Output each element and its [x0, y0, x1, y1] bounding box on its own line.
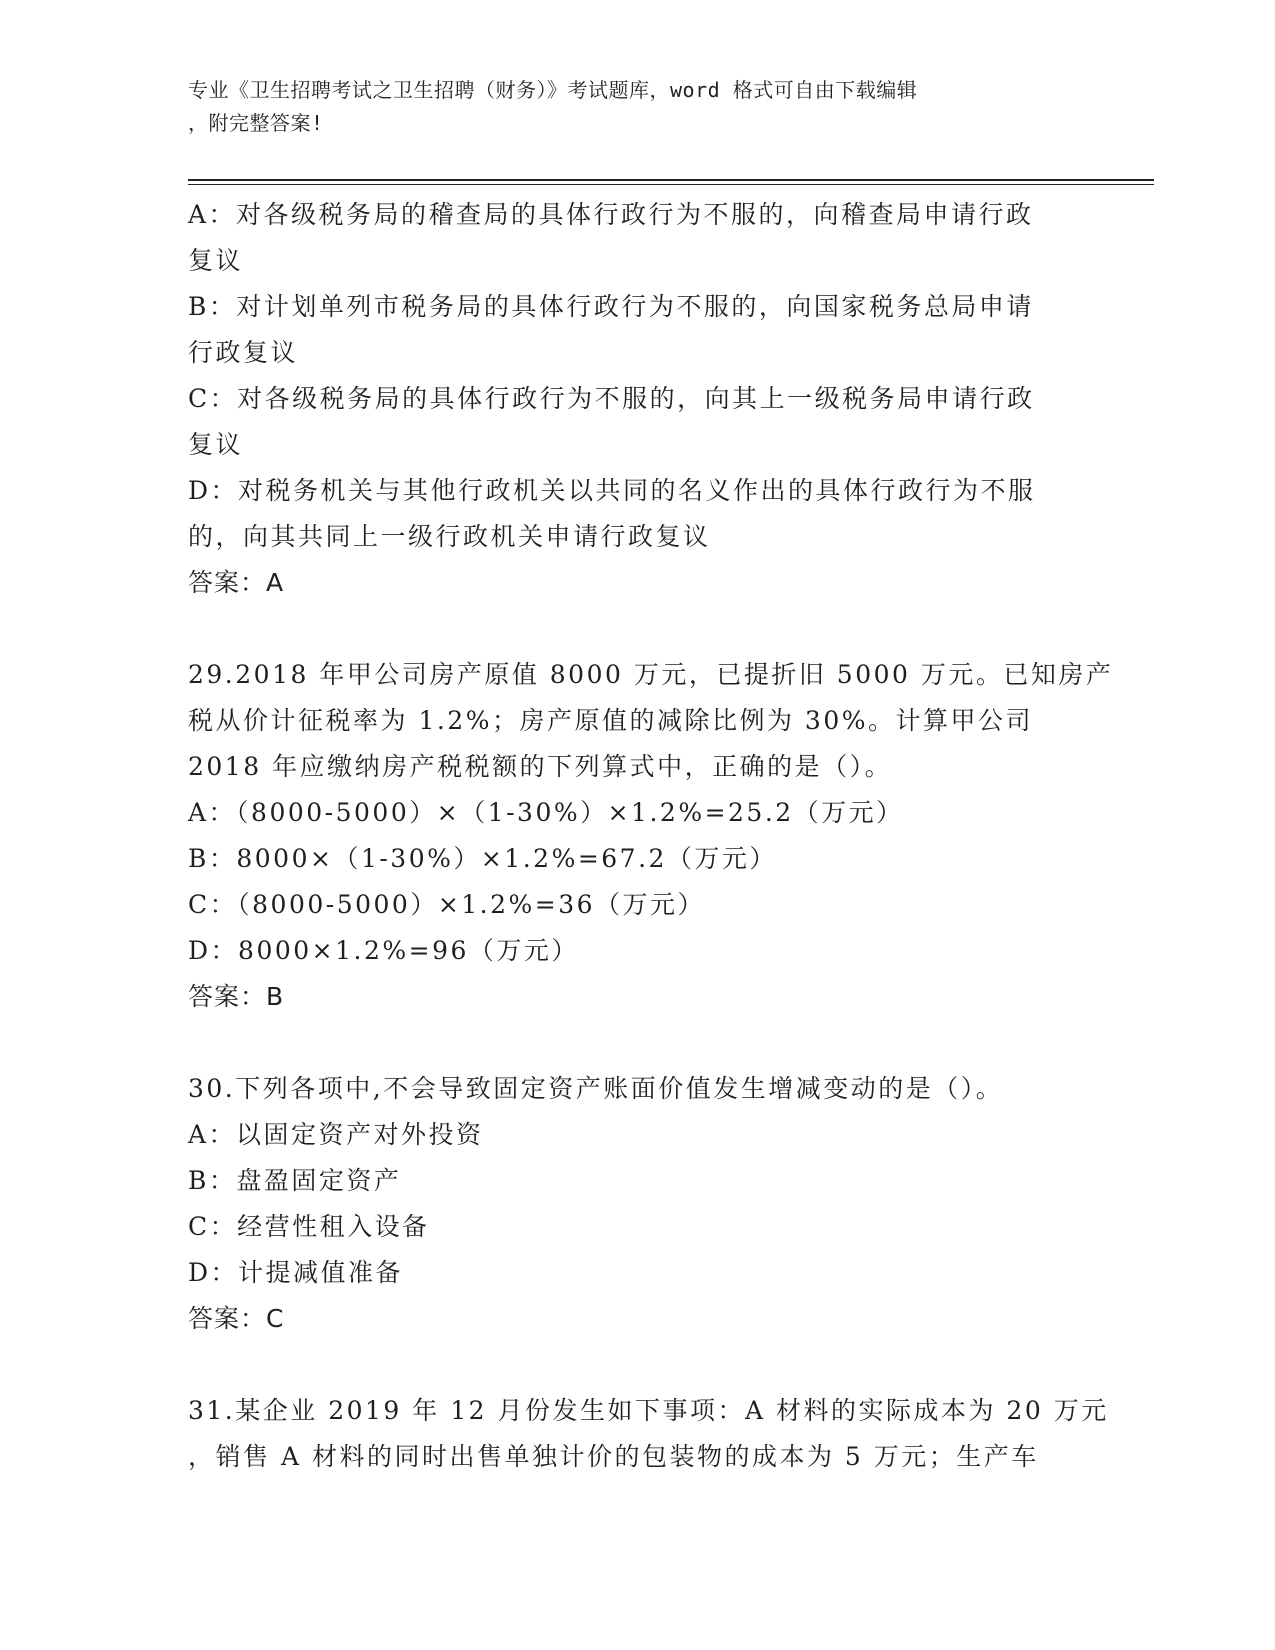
answer-label: 答案：B: [188, 982, 285, 1011]
header-divider-thin: [188, 184, 1154, 185]
question-stem: 29.2018 年甲公司房产原值 8000 万元，已提折旧 5000 万元。已知房产: [188, 660, 1114, 689]
question-stem: 31.某企业 2019 年 12 月份发生如下事项：A 材料的实际成本为 20 万元: [188, 1396, 1109, 1425]
answer-label: 答案：A: [188, 568, 285, 597]
option-b: B：8000×（1-30%）×1.2%=67.2（万元）: [188, 844, 777, 873]
option-line: D：对税务机关与其他行政机关以共同的名义作出的具体行政行为不服: [188, 476, 1036, 505]
option-d: [188, 468, 1088, 560]
question-31: [188, 1388, 1109, 1480]
option-line: 的，向其共同上一级行政机关申请行政复议: [188, 522, 711, 551]
question-28: [188, 192, 1088, 606]
document-header: [188, 74, 1068, 140]
option-line: 复议: [188, 430, 244, 459]
option-line: C：对各级税务局的具体行政行为不服的，向其上一级税务局申请行政: [188, 384, 1035, 413]
question-29: [188, 652, 1114, 1020]
option-line: B：对计划单列市税务局的具体行政行为不服的，向国家税务总局申请: [188, 292, 1034, 321]
header-line-1: 专业《卫生招聘考试之卫生招聘（财务）》考试题库，word 格式可自由下载编辑: [188, 78, 918, 102]
answer-label: 答案：C: [188, 1304, 285, 1333]
header-line-2: ，附完整答案!: [188, 111, 324, 135]
option-d: D：计提减值准备: [188, 1258, 404, 1287]
header-divider: [188, 179, 1154, 181]
question-stem: 30.下列各项中,不会导致固定资产账面价值发生增减变动的是（）。: [188, 1074, 1004, 1103]
question-30: [188, 1066, 1088, 1342]
option-b: B：盘盈固定资产: [188, 1166, 402, 1195]
option-c: C：（8000-5000）×1.2%=36（万元）: [188, 890, 706, 919]
option-b: [188, 284, 1088, 376]
question-content: [188, 192, 1114, 1480]
option-c: [188, 376, 1088, 468]
option-c: C：经营性租入设备: [188, 1212, 430, 1241]
option-a: A：以固定资产对外投资: [188, 1120, 484, 1149]
option-a: [188, 192, 1088, 284]
question-stem: ，销售 A 材料的同时出售单独计价的包装物的成本为 5 万元；生产车: [188, 1442, 1039, 1471]
spacer: [188, 1342, 1088, 1388]
option-d: D：8000×1.2%=96（万元）: [188, 936, 579, 965]
spacer: [188, 606, 1088, 652]
option-a: A：（8000-5000）×（1-30%）×1.2%=25.2（万元）: [188, 798, 904, 827]
option-line: A：对各级税务局的稽查局的具体行政行为不服的，向稽查局申请行政: [188, 200, 1034, 229]
question-stem: 2018 年应缴纳房产税税额的下列算式中，正确的是（）。: [188, 752, 893, 781]
option-line: 行政复议: [188, 338, 299, 367]
spacer: [188, 1020, 1088, 1066]
option-line: 复议: [188, 246, 244, 275]
question-stem: 税从价计征税率为 1.2%；房产原值的减除比例为 30%。计算甲公司: [188, 706, 1033, 735]
